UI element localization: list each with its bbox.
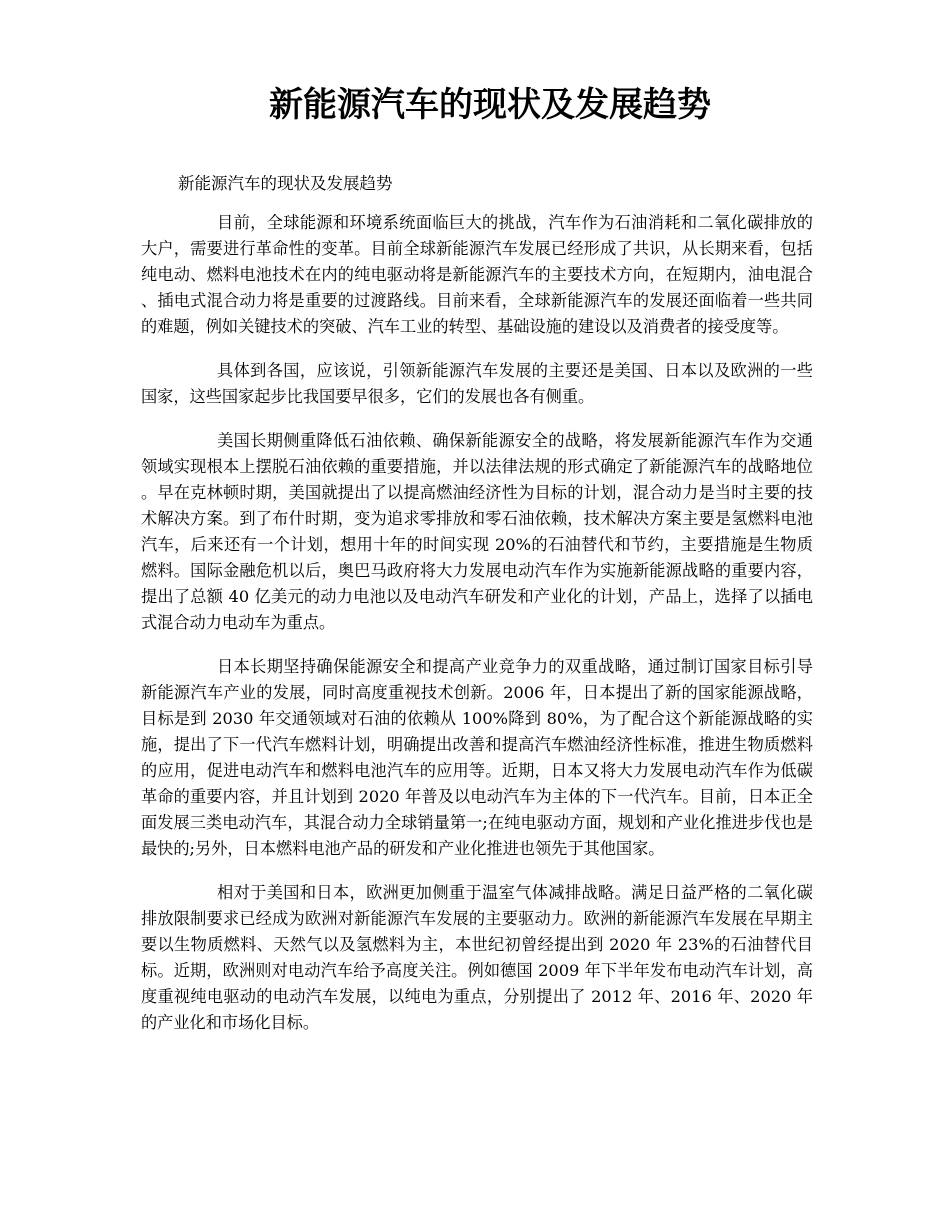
document-subtitle: 新能源汽车的现状及发展趋势 <box>178 174 393 193</box>
paragraph-overview: 目前，全球能源和环境系统面临巨大的挑战，汽车作为石油消耗和二氧化碳排放的大户，需要进行革命性的变革。目前全球新能源汽车发展已经形成了共识，从长期来看，包括纯电动、燃料电池技术在内的纯电驱动将是新能源汽车的主要技术方向，在短期内，油电混合、插电式混合动力将是重要的过渡路线。目前来看，全球新能源汽车的发展还面临着一些共同的难题，例如关键技术的突破、汽车工业的转型、基础设施的建设以及消费者的接受度等。 <box>141 213 813 336</box>
paragraph-europe: 相对于美国和日本，欧洲更加侧重于温室气体减排战略。满足日益严格的二氧化碳排放限制要求已经成为欧洲对新能源汽车发展的主要驱动力。欧洲的新能源汽车发展在早期主要以生物质燃料、天然气以及氢燃料为主，本世纪初曾经提出到 2020 年 23%的石油替代目标。近期，欧洲则对电动汽车给予高度关注。例如德国 2009 年下半年发布电动汽车计划，高度重视纯电驱动的电动汽车发展，以纯电为重点，分别提出了 2012 年、2016 年、2020 年的产业化和市场化目标。 <box>141 883 813 1032</box>
document-title: 新能源汽车的现状及发展趋势 <box>269 85 711 125</box>
paragraph-japan: 日本长期坚持确保能源安全和提高产业竞争力的双重战略，通过制订国家目标引导新能源汽车产业的发展，同时高度重视技术创新。2006 年，日本提出了新的国家能源战略，目标是到 2030 年交通领域对石油的依赖从 100%降到 80%，为了配合这个新能源战略的实施，提出了下一代汽车燃料计划，明确提出改善和提高汽车燃油经济性标准，推进生物质燃料的应用，促进电动汽车和燃料电池汽车的应用等。近期，日本又将大力发展电动汽车作为低碳革命的重要内容，并且计划到 2020 年普及以电动汽车为主体的下一代汽车。目前，日本正全面发展三类电动汽车，其混合动力全球销量第一;在纯电驱动方面，规划和产业化推进步伐也是最快的;另外，日本燃料电池产品的研发和产业化推进也领先于其他国家。 <box>141 657 813 858</box>
document-body <box>141 210 813 1054</box>
paragraph-usa: 美国长期侧重降低石油依赖、确保新能源安全的战略，将发展新能源汽车作为交通领域实现根本上摆脱石油依赖的重要措施，并以法律法规的形式确定了新能源汽车的战略地位。早在克林顿时期，美国就提出了以提高燃油经济性为目标的计划，混合动力是当时主要的技术解决方案。到了布什时期，变为追求零排放和零石油依赖，技术解决方案主要是氢燃料电池汽车，后来还有一个计划，想用十年的时间实现 20%的石油替代和节约，主要措施是生物质燃料。国际金融危机以后，奥巴马政府将大力发展电动汽车作为实施新能源战略的重要内容，提出了总额 40 亿美元的动力电池以及电动汽车研发和产业化的计划，产品上，选择了以插电式混合动力电动车为重点。 <box>141 431 813 632</box>
paragraph-countries: 具体到各国，应该说，引领新能源汽车发展的主要还是美国、日本以及欧洲的一些国家，这些国家起步比我国要早很多，它们的发展也各有侧重。 <box>141 361 813 406</box>
